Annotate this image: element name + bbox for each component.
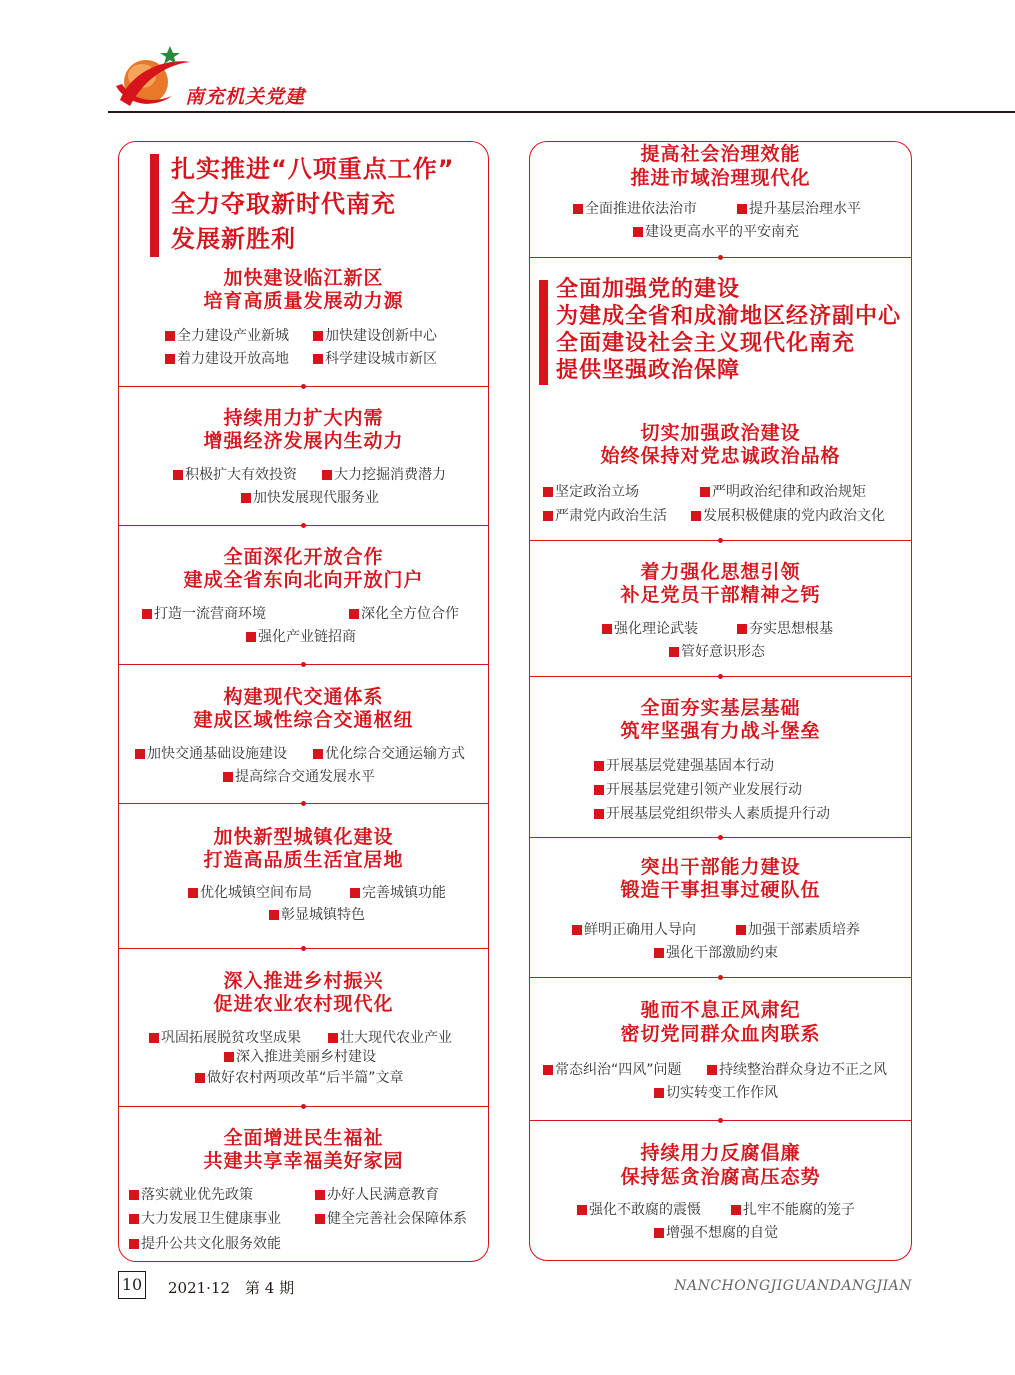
main-title-line-1: 全面加强党的建设 (556, 277, 741, 302)
list-item: 建设更高水平的平安南充 (633, 223, 799, 241)
list-item: 强化理论武装 (602, 620, 698, 638)
section-title: 全面增进民生福祉 (223, 1127, 384, 1149)
main-title-line-4: 提供坚强政治保障 (556, 358, 741, 383)
publication-name: NANCHONGJIGUANDANGJIAN (674, 1278, 912, 1294)
section-divider (530, 540, 911, 541)
list-item: 夯实思想根基 (737, 620, 833, 638)
list-item: 开展基层党建强基固本行动 (594, 757, 774, 775)
section-title: 全面深化开放合作 (223, 546, 384, 568)
section-subtitle: 共建共享幸福美好家园 (203, 1150, 404, 1172)
list-item: 打造一流营商环境 (142, 605, 266, 623)
section-subtitle: 锻造干事担事过硬队伍 (620, 879, 821, 901)
list-item: 严肃党内政治生活 (543, 507, 667, 525)
section-subtitle: 打造高品质生活宜居地 (203, 849, 404, 871)
list-item: 坚定政治立场 (543, 483, 639, 501)
title-accent-bar (150, 154, 159, 257)
list-item: 提高综合交通发展水平 (223, 768, 375, 786)
list-item: 强化不敢腐的震慑 (577, 1201, 701, 1219)
list-item: 发展积极健康的党内政治文化 (691, 507, 885, 525)
list-item: 优化综合交通运输方式 (313, 745, 465, 763)
section-divider (119, 664, 488, 665)
magazine-title: 南充机关党建 (185, 86, 306, 108)
list-item: 常态纠治“四风”问题 (543, 1061, 682, 1079)
section-subtitle: 筑牢坚强有力战斗堡垒 (620, 720, 821, 742)
main-title-line-3: 发展新胜利 (171, 225, 296, 253)
list-item: 深化全方位合作 (349, 605, 459, 623)
list-item: 扎牢不能腐的笼子 (731, 1201, 855, 1219)
header-divider (108, 111, 1015, 113)
list-item: 深入推进美丽乡村建设 (224, 1048, 376, 1066)
list-item: 加快发展现代服务业 (241, 489, 379, 507)
section-title: 驰而不息正风肃纪 (640, 999, 801, 1021)
list-item: 完善城镇功能 (350, 884, 446, 902)
section-title: 加快建设临江新区 (223, 267, 384, 289)
main-title-line-1: 扎实推进“八项重点工作” (171, 155, 455, 183)
list-item: 开展基层党组织带头人素质提升行动 (594, 805, 830, 823)
page-number: 10 (118, 1271, 146, 1299)
main-title-line-3: 全面建设社会主义现代化南充 (556, 331, 856, 356)
list-item: 强化干部激励约束 (654, 944, 778, 962)
section-subtitle: 培育高质量发展动力源 (203, 290, 404, 312)
section-divider (530, 837, 911, 838)
section-subtitle: 密切党同群众血肉联系 (620, 1023, 821, 1045)
section-subtitle: 推进市域治理现代化 (630, 167, 811, 189)
list-item: 大力发展卫生健康事业 (129, 1210, 281, 1228)
list-item: 落实就业优先政策 (129, 1186, 253, 1204)
section-subtitle: 建成区域性综合交通枢纽 (193, 709, 414, 731)
list-item: 加强干部素质培养 (736, 921, 860, 939)
list-item: 鲜明正确用人导向 (572, 921, 696, 939)
section-title: 深入推进乡村振兴 (223, 970, 384, 992)
issue-date: 2021·12 第 4 期 (168, 1279, 295, 1297)
list-item: 增强不想腐的自觉 (654, 1224, 778, 1242)
section-title: 加快新型城镇化建设 (213, 826, 394, 848)
list-item: 优化城镇空间布局 (188, 884, 312, 902)
list-item: 加快建设创新中心 (313, 327, 437, 345)
list-item: 办好人民满意教育 (315, 1186, 439, 1204)
list-item: 提升基层治理水平 (737, 200, 861, 218)
section-divider (119, 525, 488, 526)
section-subtitle: 增强经济发展内生动力 (203, 430, 404, 452)
list-item: 加快交通基础设施建设 (135, 745, 287, 763)
list-item: 积极扩大有效投资 (173, 466, 297, 484)
section-title: 全面夯实基层基础 (640, 697, 801, 719)
list-item: 大力挖掘消费潜力 (322, 466, 446, 484)
section-divider (119, 1106, 488, 1107)
left-column (118, 141, 489, 1262)
section-title: 着力强化思想引领 (640, 561, 801, 583)
main-title-line-2: 为建成全省和成渝地区经济副中心 (556, 304, 902, 329)
section-divider (530, 977, 911, 978)
list-item: 全力建设产业新城 (165, 327, 289, 345)
list-item: 切实转变工作作风 (654, 1084, 778, 1102)
section-divider (530, 1120, 911, 1121)
section-subtitle: 补足党员干部精神之钙 (620, 584, 821, 606)
list-item: 强化产业链招商 (246, 628, 356, 646)
list-item: 巩固拓展脱贫攻坚成果 (149, 1029, 301, 1047)
section-divider (119, 386, 488, 387)
section-title: 持续用力反腐倡廉 (640, 1142, 801, 1164)
section-title: 构建现代交通体系 (223, 686, 384, 708)
list-item: 管好意识形态 (669, 643, 765, 661)
main-title-line-2: 全力夺取新时代南充 (171, 190, 396, 218)
section-title: 持续用力扩大内需 (223, 407, 384, 429)
list-item: 提升公共文化服务效能 (129, 1235, 281, 1253)
section-divider (119, 948, 488, 949)
section-subtitle: 保持惩贪治腐高压态势 (620, 1166, 821, 1188)
right-column (529, 141, 912, 1261)
list-item: 开展基层党建引领产业发展行动 (594, 781, 802, 799)
section-title: 切实加强政治建设 (640, 422, 801, 444)
list-item: 科学建设城市新区 (313, 350, 437, 368)
section-subtitle: 促进农业农村现代化 (213, 993, 394, 1015)
list-item: 彰显城镇特色 (269, 906, 365, 924)
list-item: 健全完善社会保障体系 (315, 1210, 467, 1228)
section-title: 提高社会治理效能 (640, 143, 801, 165)
list-item: 着力建设开放高地 (165, 350, 289, 368)
list-item: 壮大现代农业产业 (328, 1029, 452, 1047)
magazine-logo-icon (112, 40, 192, 112)
section-subtitle: 始终保持对党忠诚政治品格 (600, 445, 841, 467)
section-title: 突出干部能力建设 (640, 856, 801, 878)
list-item: 严明政治纪律和政治规矩 (700, 483, 866, 501)
section-divider (530, 676, 911, 677)
list-item: 做好农村两项改革“后半篇”文章 (195, 1069, 404, 1087)
list-item: 持续整治群众身边不正之风 (707, 1061, 887, 1079)
section-subtitle: 建成全省东向北向开放门户 (183, 569, 424, 591)
list-item: 全面推进依法治市 (573, 200, 697, 218)
section-divider (530, 257, 911, 258)
title-accent-bar (539, 280, 548, 385)
section-divider (119, 803, 488, 804)
